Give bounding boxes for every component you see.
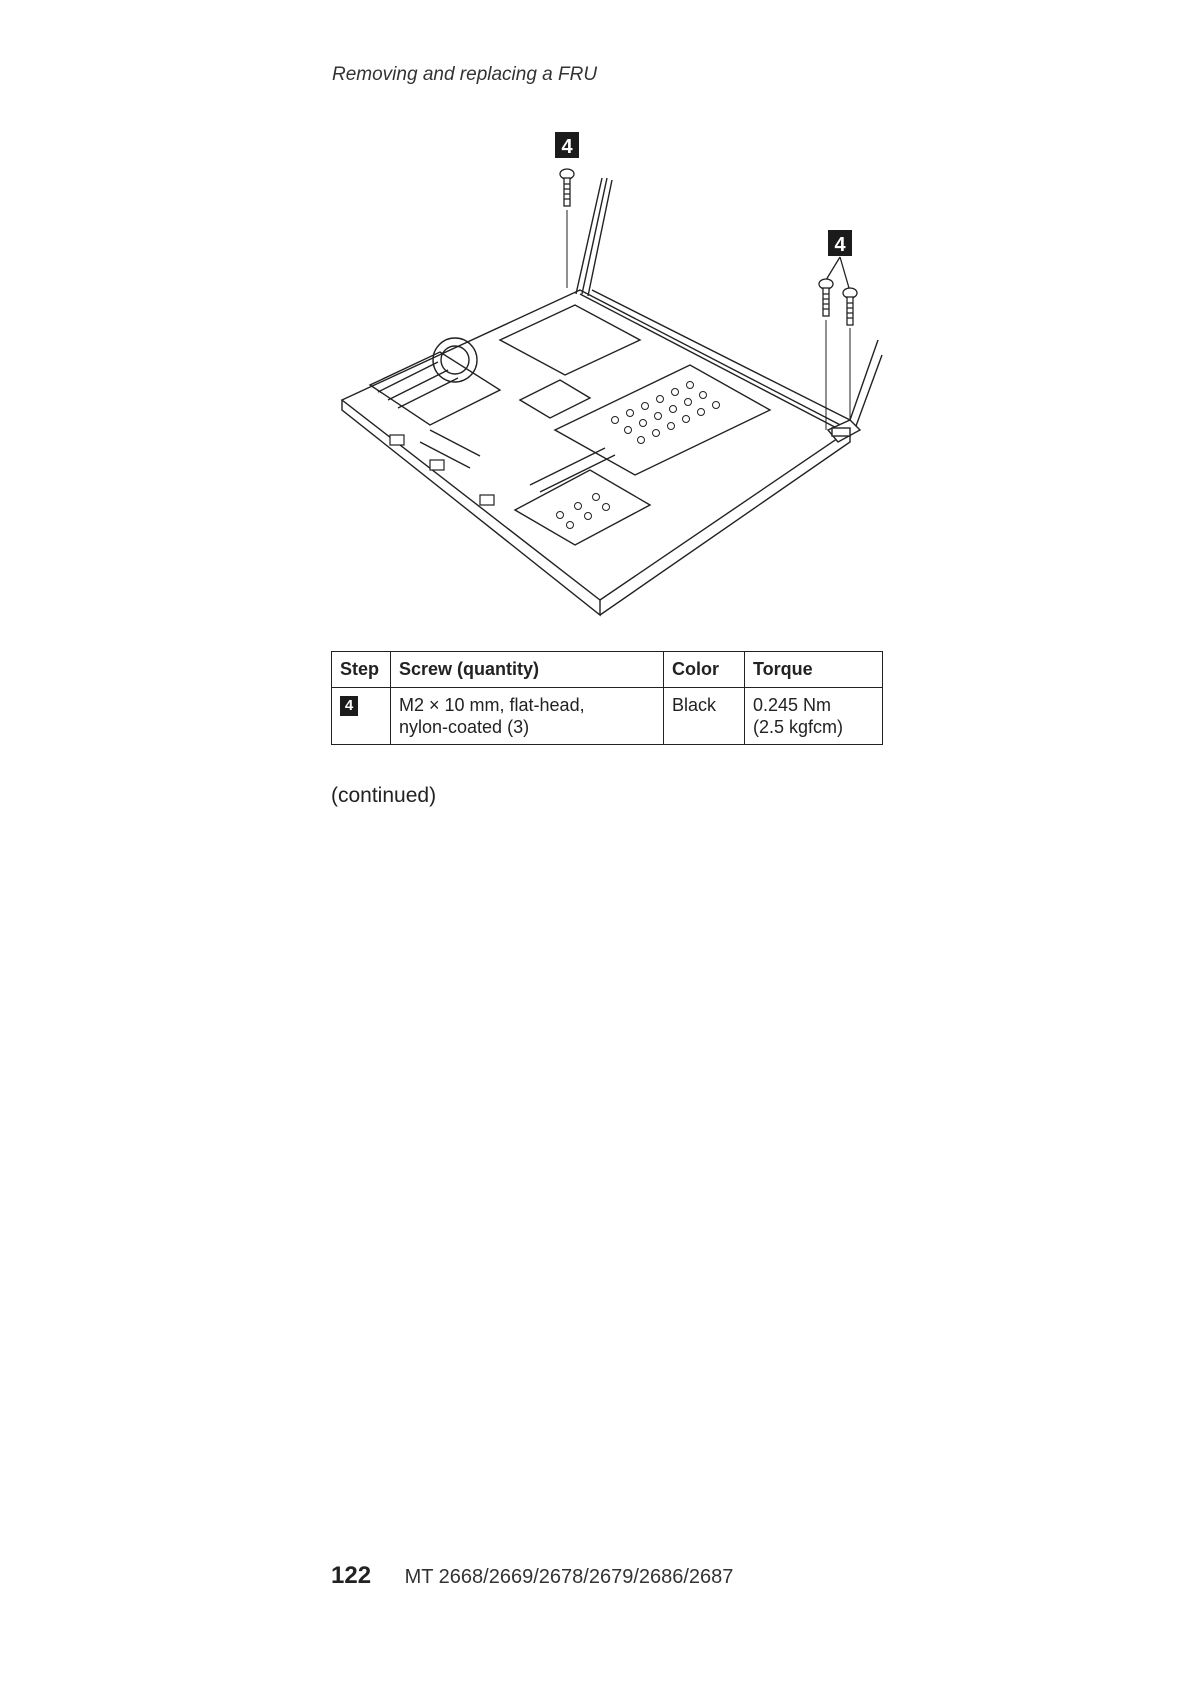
page-number: 122 — [331, 1562, 372, 1589]
column-header-screw: Screw (quantity) — [391, 652, 664, 688]
screw-color: Black — [672, 695, 717, 715]
machine-type-text: MT 2668/2669/2678/2679/2686/2687 — [404, 1566, 734, 1588]
screw-icon — [560, 169, 574, 206]
torque-line1: 0.245 Nm — [753, 695, 832, 715]
table-row — [332, 688, 883, 745]
screw-icon — [843, 288, 857, 325]
callout-top-label: 4 — [561, 136, 573, 158]
callout-right-label: 4 — [834, 234, 846, 256]
screw-description-line2: nylon-coated (3) — [399, 717, 530, 737]
column-header-step: Step — [332, 652, 391, 688]
screw-specification-table — [331, 651, 883, 745]
column-header-color: Color — [664, 652, 745, 688]
callout-badge-top — [555, 132, 579, 158]
side-ports — [390, 435, 494, 505]
color-cell — [664, 688, 745, 745]
continued-note: (continued) — [331, 784, 437, 807]
screw-cell — [391, 688, 664, 745]
system-board-chassis — [342, 290, 850, 615]
laptop-disassembly-illustration — [330, 130, 890, 620]
table-header-row — [332, 652, 883, 688]
column-header-torque: Torque — [745, 652, 883, 688]
page-footer — [331, 1562, 733, 1590]
running-title: Removing and replacing a FRU — [332, 64, 598, 85]
screw-icon — [819, 279, 833, 316]
step-cell — [332, 688, 391, 745]
connector-port — [828, 420, 860, 442]
shield-vent-holes — [557, 382, 720, 529]
torque-line2: (2.5 kgfcm) — [753, 717, 844, 737]
display-lid — [576, 178, 882, 435]
torque-cell — [745, 688, 883, 745]
screw-description-line1: M2 × 10 mm, flat-head, — [399, 695, 585, 715]
callout-badge-right — [828, 230, 852, 256]
step-badge: 4 — [340, 696, 358, 716]
